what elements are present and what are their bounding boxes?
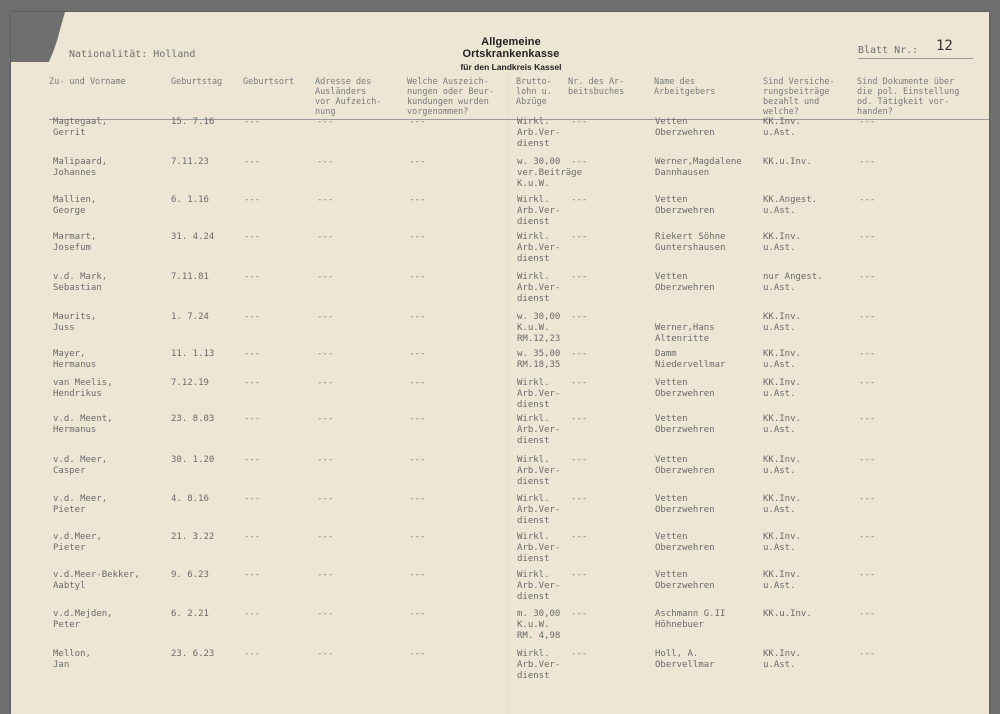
row-12-address: ---: [317, 532, 334, 542]
row-1-employer: Vetten Oberzwehren: [655, 117, 715, 138]
column-header-3: Geburtsort: [243, 77, 295, 87]
row-15-name: Mellon, Jan: [53, 649, 91, 670]
center-fold: [507, 72, 509, 714]
row-15-workbook: ---: [571, 649, 588, 659]
row-8-documents: ---: [859, 378, 876, 388]
row-6-wage: w. 30,00 K.u.W. RM.12,23: [517, 312, 561, 344]
title-line-1: Allgemeine Ortskrankenkasse: [462, 36, 560, 60]
row-4-insurance: KK.Inv. u.Ast.: [763, 232, 801, 253]
row-7-insurance: KK.Inv. u.Ast.: [763, 349, 801, 370]
row-2-records: ---: [409, 157, 426, 167]
row-2-workbook: ---: [571, 157, 588, 167]
row-14-birthplace: ---: [244, 609, 261, 619]
row-14-documents: ---: [859, 609, 876, 619]
sheet-number: 12: [936, 38, 953, 54]
row-2-name: Malipaard, Johannes: [53, 157, 108, 178]
row-5-wage: Wirkl. Arb.Ver- dienst: [517, 272, 561, 304]
column-header-10: Sind Dokumente über die pol. Einstellung od. Tätigkeit vor- handen?: [857, 77, 960, 117]
row-2-employer: Werner,Magdalene Dannhausen: [655, 157, 742, 178]
row-2-address: ---: [317, 157, 334, 167]
row-10-wage: Wirkl. Arb.Ver- dienst: [517, 455, 561, 487]
row-7-workbook: ---: [571, 349, 588, 359]
row-5-documents: ---: [859, 272, 876, 282]
row-4-employer: Riekert Söhne Guntershausen: [655, 232, 726, 253]
row-13-insurance: KK.Inv. u.Ast.: [763, 570, 801, 591]
row-12-records: ---: [409, 532, 426, 542]
row-14-workbook: ---: [571, 609, 588, 619]
column-header-1: Zu- und Vorname: [49, 77, 126, 87]
row-7-birthdate: 11. 1.13: [171, 349, 215, 359]
row-7-address: ---: [317, 349, 334, 359]
row-10-workbook: ---: [571, 455, 588, 465]
row-10-birthplace: ---: [244, 455, 261, 465]
row-14-insurance: KK.u.Inv.: [763, 609, 812, 619]
row-15-insurance: KK.Inv. u.Ast.: [763, 649, 801, 670]
row-8-birthplace: ---: [244, 378, 261, 388]
row-1-name: Magtegaal, Gerrit: [53, 117, 108, 138]
row-5-birthdate: 7.11.81: [171, 272, 209, 282]
row-14-records: ---: [409, 609, 426, 619]
row-11-employer: Vetten Oberzwehren: [655, 494, 715, 515]
row-11-workbook: ---: [571, 494, 588, 504]
row-7-records: ---: [409, 349, 426, 359]
row-13-address: ---: [317, 570, 334, 580]
row-12-name: v.d.Meer, Pieter: [53, 532, 102, 553]
row-7-birthplace: ---: [244, 349, 261, 359]
row-6-records: ---: [409, 312, 426, 322]
sheet-label-text: Blatt Nr.:: [858, 45, 919, 56]
row-9-wage: Wirkl. Arb.Ver- dienst: [517, 414, 561, 446]
row-6-name: Maurits, Juss: [53, 312, 97, 333]
row-1-birthplace: ---: [244, 117, 261, 127]
row-9-address: ---: [317, 414, 334, 424]
row-2-birthdate: 7.11.23: [171, 157, 209, 167]
row-10-birthdate: 30. 1.20: [171, 455, 215, 465]
row-4-name: Marmart, Josefum: [53, 232, 97, 253]
row-2-documents: ---: [859, 157, 876, 167]
row-5-address: ---: [317, 272, 334, 282]
row-6-address: ---: [317, 312, 334, 322]
row-10-records: ---: [409, 455, 426, 465]
row-8-insurance: KK.Inv. u.Ast.: [763, 378, 801, 399]
row-5-records: ---: [409, 272, 426, 282]
row-13-employer: Vetten Oberzwehren: [655, 570, 715, 591]
row-8-birthdate: 7.12.19: [171, 378, 209, 388]
row-1-records: ---: [409, 117, 426, 127]
row-12-birthdate: 21. 3.22: [171, 532, 215, 542]
row-15-wage: Wirkl. Arb.Ver- dienst: [517, 649, 561, 681]
row-6-birthdate: 1. 7.24: [171, 312, 209, 322]
row-5-employer: Vetten Oberzwehren: [655, 272, 715, 293]
row-11-address: ---: [317, 494, 334, 504]
row-8-employer: Vetten Oberzwehren: [655, 378, 715, 399]
row-3-birthplace: ---: [244, 195, 261, 205]
column-header-5: Welche Auszeich- nungen oder Beur- kundungen wurden vorgenommen?: [407, 77, 494, 117]
row-9-name: v.d. Meent, Hermanus: [53, 414, 113, 435]
row-10-insurance: KK.Inv. u.Ast.: [763, 455, 801, 476]
row-9-birthplace: ---: [244, 414, 261, 424]
torn-corner: [11, 12, 65, 62]
row-3-birthdate: 6. 1.16: [171, 195, 209, 205]
row-15-documents: ---: [859, 649, 876, 659]
row-3-name: Mallien, George: [53, 195, 97, 216]
row-12-wage: Wirkl. Arb.Ver- dienst: [517, 532, 561, 564]
row-3-documents: ---: [859, 195, 876, 205]
row-8-wage: Wirkl. Arb.Ver- dienst: [517, 378, 561, 410]
row-8-workbook: ---: [571, 378, 588, 388]
row-13-workbook: ---: [571, 570, 588, 580]
row-12-insurance: KK.Inv. u.Ast.: [763, 532, 801, 553]
row-2-wage: w. 30,00 ver.Beiträge K.u.W.: [517, 157, 583, 189]
row-9-workbook: ---: [571, 414, 588, 424]
row-14-birthdate: 6. 2.21: [171, 609, 209, 619]
row-10-documents: ---: [859, 455, 876, 465]
row-13-wage: Wirkl. Arb.Ver- dienst: [517, 570, 561, 602]
row-13-birthdate: 9. 6.23: [171, 570, 209, 580]
row-10-address: ---: [317, 455, 334, 465]
column-header-6: Brutto- lohn u. Abzüge: [516, 77, 552, 107]
row-1-insurance: KK.Inv. u.Ast.: [763, 117, 801, 138]
row-7-employer: Damm Niedervellmar: [655, 349, 726, 370]
row-15-address: ---: [317, 649, 334, 659]
row-5-name: v.d. Mark, Sebastian: [53, 272, 108, 293]
row-14-employer: Aschmann G.II Höhnebuer: [655, 609, 726, 630]
row-11-name: v.d. Meer, Pieter: [53, 494, 108, 515]
row-5-workbook: ---: [571, 272, 588, 282]
row-14-wage: m. 30,00 K.u.W. RM. 4,98: [517, 609, 561, 641]
row-13-documents: ---: [859, 570, 876, 580]
column-header-7: Nr. des Ar- beitsbuches: [568, 77, 625, 97]
row-8-name: van Meelis, Hendrikus: [53, 378, 113, 399]
row-9-documents: ---: [859, 414, 876, 424]
row-15-employer: Holl, A. Obervellmar: [655, 649, 715, 670]
row-12-birthplace: ---: [244, 532, 261, 542]
document-sheet: [11, 12, 989, 714]
row-4-records: ---: [409, 232, 426, 242]
sheet-label: [858, 45, 918, 56]
row-12-employer: Vetten Oberzwehren: [655, 532, 715, 553]
title-line-2: für den Landkreis Kassel: [460, 62, 562, 72]
row-7-documents: ---: [859, 349, 876, 359]
nationality-label: Nationalität: Holland: [69, 49, 196, 60]
row-3-wage: Wirkl. Arb.Ver- dienst: [517, 195, 561, 227]
row-11-insurance: KK.Inv. u.Ast.: [763, 494, 801, 515]
row-12-workbook: ---: [571, 532, 588, 542]
row-11-birthplace: ---: [244, 494, 261, 504]
row-1-wage: Wirkl. Arb.Ver- dienst: [517, 117, 561, 149]
row-9-insurance: KK.Inv. u.Ast.: [763, 414, 801, 435]
row-9-records: ---: [409, 414, 426, 424]
column-header-4: Adresse des Ausländers vor Aufzeich- nung: [315, 77, 382, 117]
row-13-birthplace: ---: [244, 570, 261, 580]
row-11-wage: Wirkl. Arb.Ver- dienst: [517, 494, 561, 526]
row-14-address: ---: [317, 609, 334, 619]
column-header-8: Name des Arbeitgebers: [654, 77, 716, 97]
row-15-records: ---: [409, 649, 426, 659]
row-9-employer: Vetten Oberzwehren: [655, 414, 715, 435]
row-13-name: v.d.Meer-Bekker, Aabtyl: [53, 570, 140, 591]
row-1-address: ---: [317, 117, 334, 127]
row-6-employer: Werner,Hans Altenritte: [655, 323, 715, 344]
column-header-9: Sind Versiche- rungsbeiträge bezahlt und welche?: [763, 77, 835, 117]
row-6-workbook: ---: [571, 312, 588, 322]
row-10-name: v.d. Meer, Casper: [53, 455, 108, 476]
sheet-underline: [858, 58, 973, 59]
row-3-workbook: ---: [571, 195, 588, 205]
row-5-insurance: nur Angest. u.Ast.: [763, 272, 823, 293]
row-12-documents: ---: [859, 532, 876, 542]
row-11-birthdate: 4. 8.16: [171, 494, 209, 504]
row-13-records: ---: [409, 570, 426, 580]
row-3-address: ---: [317, 195, 334, 205]
row-14-name: v.d.Mejden, Peter: [53, 609, 113, 630]
row-7-wage: w. 35,00 RM.18,35: [517, 349, 561, 370]
row-4-documents: ---: [859, 232, 876, 242]
row-4-wage: Wirkl. Arb.Ver- dienst: [517, 232, 561, 264]
row-2-insurance: KK.u.Inv.: [763, 157, 812, 167]
row-10-employer: Vetten Oberzwehren: [655, 455, 715, 476]
row-8-records: ---: [409, 378, 426, 388]
row-3-records: ---: [409, 195, 426, 205]
row-15-birthplace: ---: [244, 649, 261, 659]
row-1-documents: ---: [859, 117, 876, 127]
row-3-insurance: KK.Angest. u.Ast.: [763, 195, 818, 216]
row-9-birthdate: 23. 8.03: [171, 414, 215, 424]
row-4-address: ---: [317, 232, 334, 242]
column-header-2: Geburtstag: [171, 77, 223, 87]
row-11-documents: ---: [859, 494, 876, 504]
row-4-birthdate: 31. 4.24: [171, 232, 215, 242]
row-8-address: ---: [317, 378, 334, 388]
row-15-birthdate: 23. 6.23: [171, 649, 215, 659]
row-6-insurance: KK.Inv. u.Ast.: [763, 312, 801, 333]
row-4-birthplace: ---: [244, 232, 261, 242]
row-1-workbook: ---: [571, 117, 588, 127]
document-title: [451, 36, 571, 72]
row-3-employer: Vetten Oberzwehren: [655, 195, 715, 216]
row-11-records: ---: [409, 494, 426, 504]
row-6-birthplace: ---: [244, 312, 261, 322]
row-7-name: Mayer, Hermanus: [53, 349, 97, 370]
row-2-birthplace: ---: [244, 157, 261, 167]
row-4-workbook: ---: [571, 232, 588, 242]
row-1-birthdate: 15. 7.16: [171, 117, 215, 127]
row-6-documents: ---: [859, 312, 876, 322]
row-5-birthplace: ---: [244, 272, 261, 282]
